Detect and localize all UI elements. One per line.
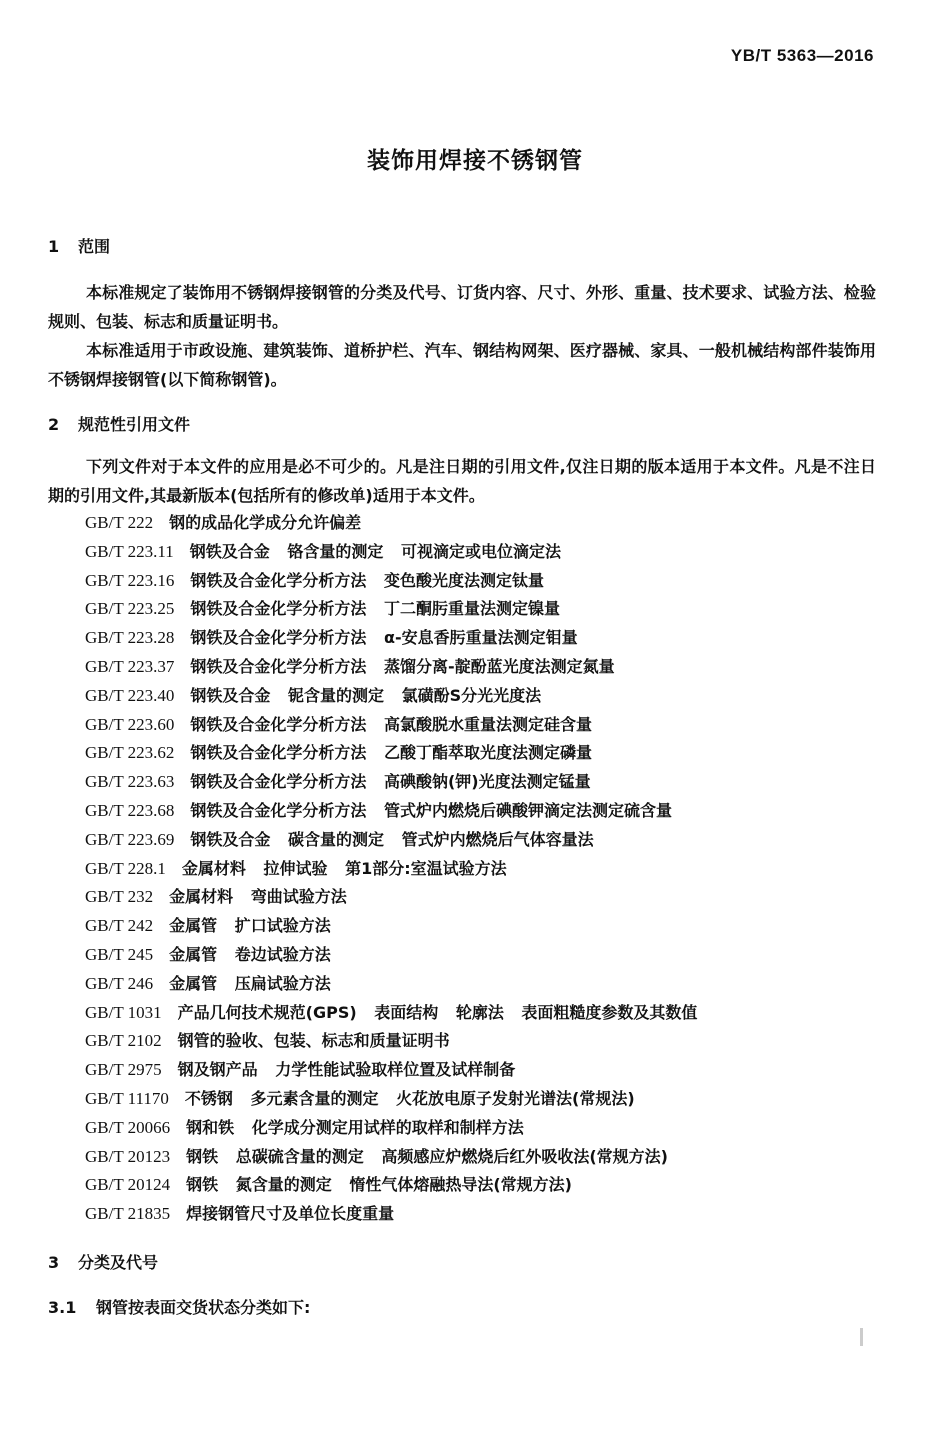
reference-title: 钢铁及合金化学分析方法 高碘酸钠(钾)光度法测定锰量 — [190, 772, 591, 792]
reference-item — [85, 1143, 697, 1172]
reference-item — [85, 883, 697, 912]
reference-title: 钢的成品化学成分允许偏差 — [169, 513, 362, 532]
reference-item — [85, 797, 697, 826]
reference-code: GB/T 245 — [85, 944, 154, 964]
reference-code: GB/T 11170 — [85, 1088, 169, 1108]
reference-code: GB/T 223.63 — [85, 772, 175, 792]
reference-item — [85, 1114, 697, 1143]
reference-code: GB/T 2975 — [85, 1060, 162, 1080]
reference-item — [85, 941, 697, 970]
reference-code: GB/T 232 — [85, 887, 154, 907]
reference-item — [85, 1171, 697, 1200]
reference-title: 钢铁及合金 碳含量的测定 管式炉内燃烧后气体容量法 — [190, 829, 594, 849]
reference-title: 钢铁及合金化学分析方法 变色酸光度法测定钛量 — [190, 570, 544, 590]
section-number: 3 — [48, 1253, 60, 1272]
reference-code: GB/T 1031 — [85, 1002, 162, 1022]
document-title: 装饰用焊接不锈钢管 — [367, 148, 583, 174]
section-1-heading — [48, 234, 110, 257]
reference-code: GB/T 223.60 — [85, 714, 175, 734]
section-1-paragraph-2: 本标准适用于市政设施、建筑装饰、道桥护栏、汽车、钢结构网架、医疗器械、家具、一般机械结构部件装饰用不锈钢焊接钢管(以下简称钢管)。 — [48, 341, 876, 389]
reference-title: 金属材料 弯曲试验方法 — [169, 887, 347, 907]
reference-title: 钢管的验收、包装、标志和质量证明书 — [177, 1031, 450, 1051]
reference-item — [85, 682, 697, 711]
reference-item — [85, 1085, 697, 1114]
reference-title: 不锈钢 多元素含量的测定 火花放电原子发射光谱法(常规法) — [184, 1088, 635, 1108]
reference-item — [85, 912, 697, 941]
reference-title: 钢铁及合金 铌含量的测定 氯磺酚S分光光度法 — [190, 685, 542, 705]
section-1-paragraph-1: 本标准规定了装饰用不锈钢焊接钢管的分类及代号、订货内容、尺寸、外形、重量、技术要求、试验方法、检验规则、包装、标志和质量证明书。 — [48, 283, 876, 331]
reference-code: GB/T 242 — [85, 916, 154, 936]
reference-item — [85, 739, 697, 768]
reference-code: GB/T 20123 — [85, 1146, 171, 1166]
reference-code: GB/T 223.11 — [85, 541, 174, 561]
reference-code: GB/T 223.28 — [85, 628, 175, 648]
reference-title: 钢铁及合金化学分析方法 高氯酸脱水重量法测定硅含量 — [190, 714, 592, 734]
reference-item — [85, 1027, 697, 1056]
reference-code: GB/T 223.37 — [85, 656, 175, 676]
reference-code: GB/T 222 — [85, 513, 154, 532]
reference-item — [85, 855, 697, 884]
reference-item — [85, 595, 697, 624]
reference-title: 钢及钢产品 力学性能试验取样位置及试样制备 — [177, 1060, 516, 1080]
reference-title: 产品几何技术规范(GPS) 表面结构 轮廓法 表面粗糙度参数及其数值 — [177, 1002, 698, 1022]
reference-title: 金属管 卷边试验方法 — [169, 944, 331, 964]
reference-code: GB/T 223.69 — [85, 829, 175, 849]
reference-code: GB/T 246 — [85, 973, 154, 993]
reference-item — [85, 1200, 697, 1229]
reference-title: 金属管 扩口试验方法 — [169, 916, 331, 936]
reference-item — [85, 999, 697, 1028]
subsection-3-1-heading — [48, 1295, 310, 1318]
reference-code: GB/T 21835 — [85, 1204, 171, 1224]
reference-item — [85, 826, 697, 855]
reference-code: GB/T 20124 — [85, 1175, 171, 1195]
reference-title: 钢铁及合金化学分析方法 蒸馏分离-靛酚蓝光度法测定氮量 — [190, 656, 615, 676]
reference-code: GB/T 223.62 — [85, 743, 175, 763]
reference-code: GB/T 223.40 — [85, 685, 175, 705]
reference-code: GB/T 228.1 — [85, 858, 166, 878]
reference-item — [85, 970, 697, 999]
reference-item — [85, 509, 697, 538]
reference-title: 钢铁 总碳硫含量的测定 高频感应炉燃烧后红外吸收法(常规方法) — [186, 1146, 668, 1166]
reference-item — [85, 711, 697, 740]
reference-title: 钢铁 氮含量的测定 惰性气体熔融热导法(常规方法) — [186, 1175, 572, 1195]
scan-mark — [860, 1328, 863, 1346]
reference-list — [85, 509, 697, 1229]
reference-title: 焊接钢管尺寸及单位长度重量 — [186, 1204, 395, 1224]
section-2-heading — [48, 412, 190, 435]
reference-title: 钢铁及合金化学分析方法 乙酸丁酯萃取光度法测定磷量 — [190, 743, 592, 763]
reference-title: 钢铁及合金化学分析方法 丁二酮肟重量法测定镍量 — [190, 599, 560, 619]
reference-code: GB/T 223.16 — [85, 570, 175, 590]
reference-title: 钢铁及合金化学分析方法 α-安息香肟重量法测定钼量 — [190, 628, 578, 648]
reference-code: GB/T 223.25 — [85, 599, 175, 619]
reference-item — [85, 653, 697, 682]
reference-item — [85, 624, 697, 653]
reference-title: 钢铁及合金化学分析方法 管式炉内燃烧后碘酸钾滴定法测定硫含量 — [190, 800, 672, 820]
reference-code: GB/T 223.68 — [85, 800, 175, 820]
reference-item — [85, 567, 697, 596]
section-number: 3.1 — [48, 1298, 77, 1317]
standard-code: YB/T 5363—2016 — [730, 46, 874, 65]
section-title: 分类及代号 — [78, 1253, 159, 1272]
section-3-heading — [48, 1250, 158, 1273]
reference-title: 钢和铁 化学成分测定用试样的取样和制样方法 — [186, 1117, 524, 1137]
reference-title: 金属材料 拉伸试验 第1部分:室温试验方法 — [181, 858, 507, 878]
section-title: 规范性引用文件 — [78, 415, 191, 434]
reference-item — [85, 768, 697, 797]
reference-code: GB/T 20066 — [85, 1117, 171, 1137]
section-number: 1 — [48, 237, 60, 256]
section-number: 2 — [48, 415, 60, 434]
reference-code: GB/T 2102 — [85, 1031, 162, 1051]
section-title: 范围 — [78, 237, 111, 256]
reference-title: 金属管 压扁试验方法 — [169, 973, 331, 993]
section-title: 钢管按表面交货状态分类如下: — [96, 1298, 311, 1317]
reference-item — [85, 538, 697, 567]
section-2-paragraph-1: 下列文件对于本文件的应用是必不可少的。凡是注日期的引用文件,仅注日期的版本适用于本文件。凡是不注日期的引用文件,其最新版本(包括所有的修改单)适用于本文件。 — [48, 457, 876, 505]
reference-item — [85, 1056, 697, 1085]
reference-title: 钢铁及合金 铬含量的测定 可视滴定或电位滴定法 — [189, 541, 561, 561]
